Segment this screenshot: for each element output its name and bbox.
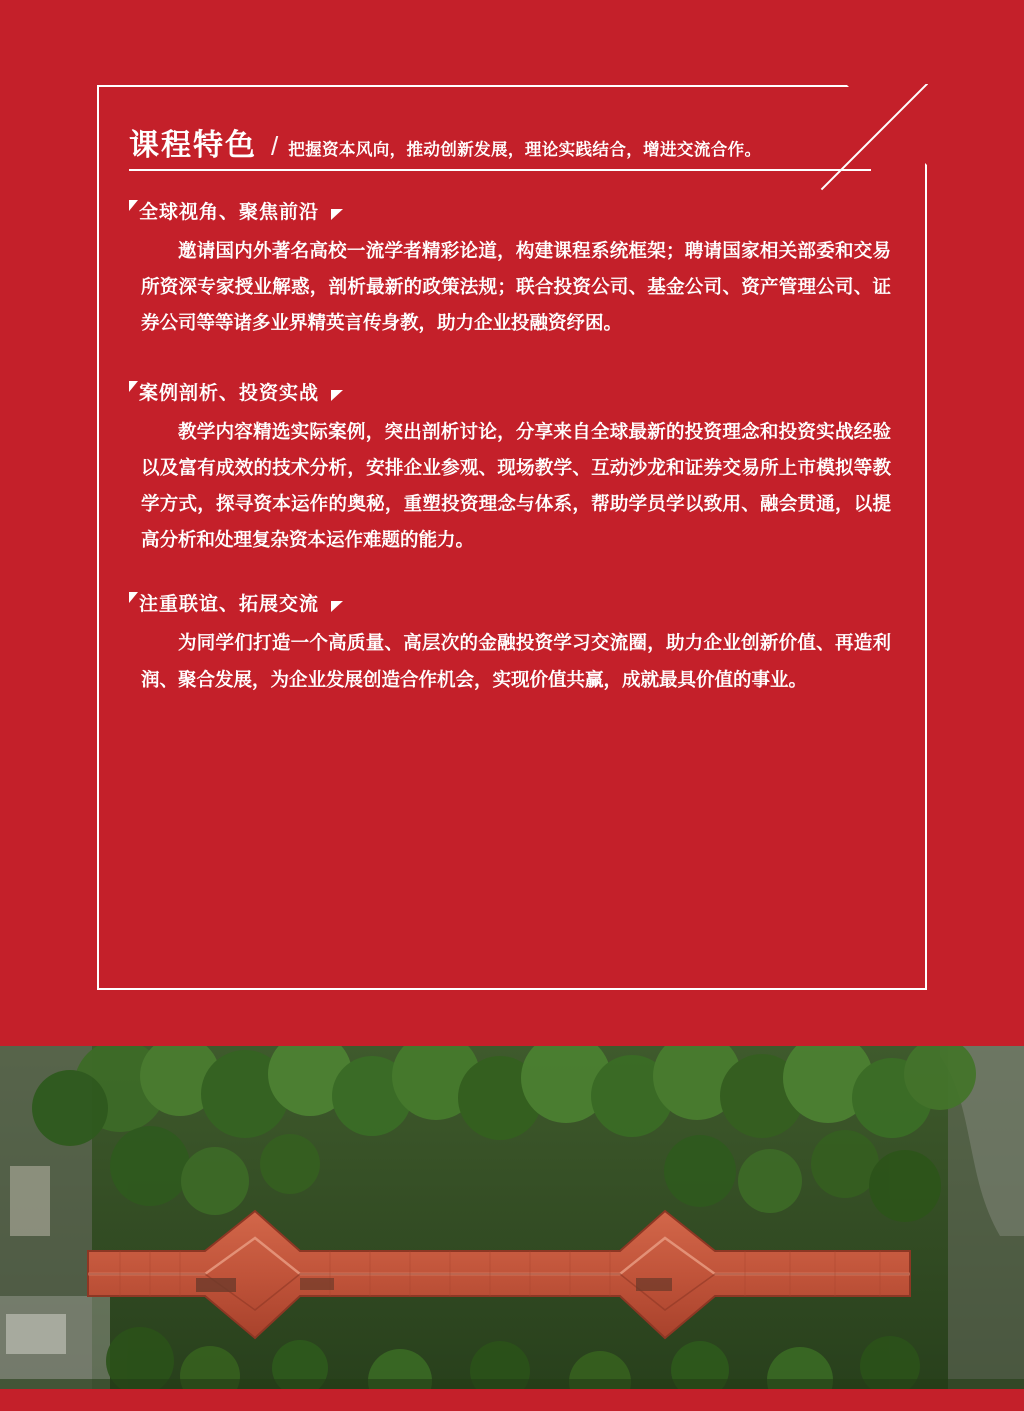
campus-photo-illustration — [0, 1046, 1024, 1389]
section-item — [129, 197, 899, 342]
section-heading — [129, 589, 899, 616]
section-body: 邀请国内外著名高校一流学者精彩论道，构建课程系统框架；聘请国家相关部委和交易所资深专家授业解惑，剖析最新的政策法规；联合投资公司、基金公司、资产管理公司、证券公司等等诸多业界精英言传身教，助力企业投融资纾困。 — [141, 241, 891, 335]
spacer — [129, 569, 899, 589]
section-item — [129, 378, 899, 559]
page-title: 课程特色 — [129, 128, 257, 163]
section-body: 为同学们打造一个高质量、高层次的金融投资学习交流圈，助力企业创新价值、再造利润、聚合发展，为企业发展创造合作机会，实现价值共赢，成就最具价值的事业。 — [141, 633, 891, 691]
content-frame — [97, 85, 927, 990]
tick-marker-icon — [129, 381, 138, 392]
header-divider — [129, 169, 871, 171]
page-subtitle: 把握资本风向，推动创新发展，理论实践结合，增进交流合作。 — [288, 140, 762, 159]
tick-marker-icon — [129, 200, 138, 211]
sections-list — [129, 197, 899, 709]
section-header — [129, 120, 889, 164]
section-item — [129, 589, 899, 698]
arrow-marker-icon — [331, 390, 343, 401]
spacer — [129, 352, 899, 378]
section-heading — [129, 378, 899, 405]
bottom-red-strip — [0, 1389, 1024, 1411]
section-body: 教学内容精选实际案例，突出剖析讨论，分享来自全球最新的投资理念和投资实战经验以及富有成效的技术分析，安排企业参观、现场教学、互动沙龙和证券交易所上市模拟等教学方式，探寻资本运作的奥秘，重塑投资理念与体系，帮助学员学以致用、融会贯通，以提高分析和处理复杂资本运作难题的能力。 — [141, 422, 891, 552]
arrow-marker-icon — [331, 601, 343, 612]
section-title: 全球视角、聚焦前沿 — [139, 201, 320, 223]
section-title: 注重联谊、拓展交流 — [139, 593, 320, 616]
tick-marker-icon — [129, 592, 138, 603]
section-title: 案例剖析、投资实战 — [139, 382, 320, 405]
section-heading — [129, 197, 899, 224]
title-separator: / — [271, 131, 279, 161]
campus-photo — [0, 1046, 1024, 1389]
arrow-marker-icon — [331, 209, 343, 220]
